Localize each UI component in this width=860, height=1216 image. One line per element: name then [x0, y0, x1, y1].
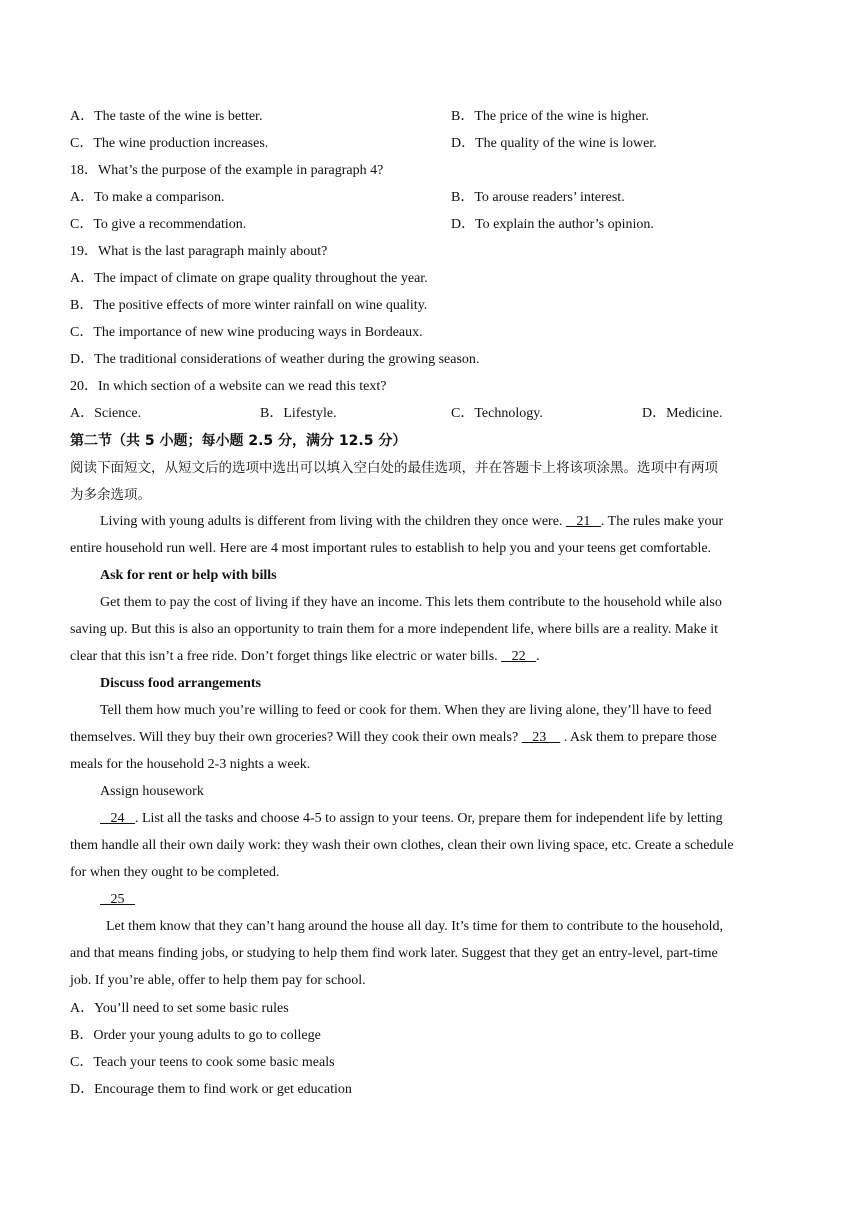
q19-stem: 19．What is the last paragraph mainly about? [70, 244, 328, 259]
passage-p1-line2: entire household run well. Here are 4 most important rules to establish to help you and your teens get comfortable. [70, 541, 712, 556]
passage-p3-line2 [70, 729, 717, 747]
q20-option-a: A．Science. [70, 406, 142, 421]
passage-p4-line3: for when they ought to be completed. [70, 865, 280, 880]
section-instructions-line2: 为多余选项。 [70, 487, 151, 503]
q17-option-b: B．The price of the wine is higher. [451, 109, 649, 124]
passage-text: . Ask them to prepare those [560, 730, 717, 745]
blank-25: 25 [100, 892, 135, 907]
passage-p4-line1 [100, 810, 723, 828]
passage-text: themselves. Will they buy their own groceries? Will they cook their own meals? [70, 730, 522, 745]
q18-stem: 18．What’s the purpose of the example in paragraph 4? [70, 163, 384, 178]
passage-p3-line1: Tell them how much you’re willing to feed or cook for them. When they are living alone, they’ll have to feed [100, 703, 712, 718]
q18-option-c: C．To give a recommendation. [70, 217, 247, 232]
passage-p5-line3: job. If you’re able, offer to help them pay for school. [70, 973, 366, 988]
answer-option-a: A．You’ll need to set some basic rules [70, 1001, 289, 1016]
passage-p1-line1 [100, 513, 723, 531]
answer-option-d: D．Encourage them to find work or get education [70, 1082, 352, 1097]
subheading-housework: Assign housework [100, 784, 204, 799]
q20-option-c: C．Technology. [451, 406, 543, 421]
answer-option-b: B．Order your young adults to go to college [70, 1028, 321, 1043]
q17-option-a: A．The taste of the wine is better. [70, 109, 263, 124]
passage-p2-line2: saving up. But this is also an opportunity to train them for a more independent life, where bills are a reality. Make it [70, 622, 718, 637]
passage-text: . [536, 649, 540, 664]
q18-option-a: A．To make a comparison. [70, 190, 225, 205]
subheading-blank-25 [100, 891, 135, 909]
blank-21: 21 [565, 514, 601, 529]
section-heading: 第二节（共 5 小题；每小题 2.5 分，满分 12.5 分） [70, 433, 407, 449]
q19-option-c: C．The importance of new wine producing ways in Bordeaux. [70, 325, 423, 340]
subheading-rent: Ask for rent or help with bills [100, 568, 277, 583]
passage-p2-line3 [70, 648, 540, 666]
blank-23: 23 [521, 730, 561, 745]
q18-option-b: B．To arouse readers’ interest. [451, 190, 625, 205]
passage-p3-line3: meals for the household 2-3 nights a week. [70, 757, 311, 772]
q17-option-c: C．The wine production increases. [70, 136, 269, 151]
answer-option-c: C．Teach your teens to cook some basic meals [70, 1055, 335, 1070]
q19-option-d: D．The traditional considerations of weather during the growing season. [70, 352, 480, 367]
passage-text: Living with young adults is different from living with the children they once were. [100, 514, 566, 529]
passage-p5-line1: Let them know that they can’t hang around the house all day. It’s time for them to contribute to the household, [106, 919, 724, 934]
q20-stem: 20．In which section of a website can we read this text? [70, 379, 387, 394]
q20-option-d: D．Medicine. [642, 406, 723, 421]
section-instructions-line1: 阅读下面短文，从短文后的选项中选出可以填入空白处的最佳选项，并在答题卡上将该项涂黑。选项中有两项 [70, 460, 718, 476]
q20-option-b: B．Lifestyle. [260, 406, 337, 421]
passage-text: . List all the tasks and choose 4-5 to assign to your teens. Or, prepare them for independent life by letting [135, 811, 723, 826]
q19-option-a: A．The impact of climate on grape quality throughout the year. [70, 271, 428, 286]
q17-option-d: D．The quality of the wine is lower. [451, 136, 657, 151]
passage-p2-line1: Get them to pay the cost of living if they have an income. This lets them contribute to the household while also [100, 595, 722, 610]
q19-option-b: B．The positive effects of more winter rainfall on wine quality. [70, 298, 428, 313]
passage-p5-line2: and that means finding jobs, or studying to help them find work later. Suggest that they get an entry-level, part-time [70, 946, 718, 961]
passage-p4-line2: them handle all their own daily work: they wash their own clothes, clean their own living space, etc. Create a schedule [70, 838, 734, 853]
q18-option-d: D．To explain the author’s opinion. [451, 217, 654, 232]
passage-text: . The rules make your [600, 514, 724, 529]
blank-22: 22 [501, 649, 537, 664]
blank-24: 24 [100, 811, 135, 826]
passage-text: clear that this isn’t a free ride. Don’t forget things like electric or water bills. [70, 649, 502, 664]
subheading-food: Discuss food arrangements [100, 676, 261, 691]
